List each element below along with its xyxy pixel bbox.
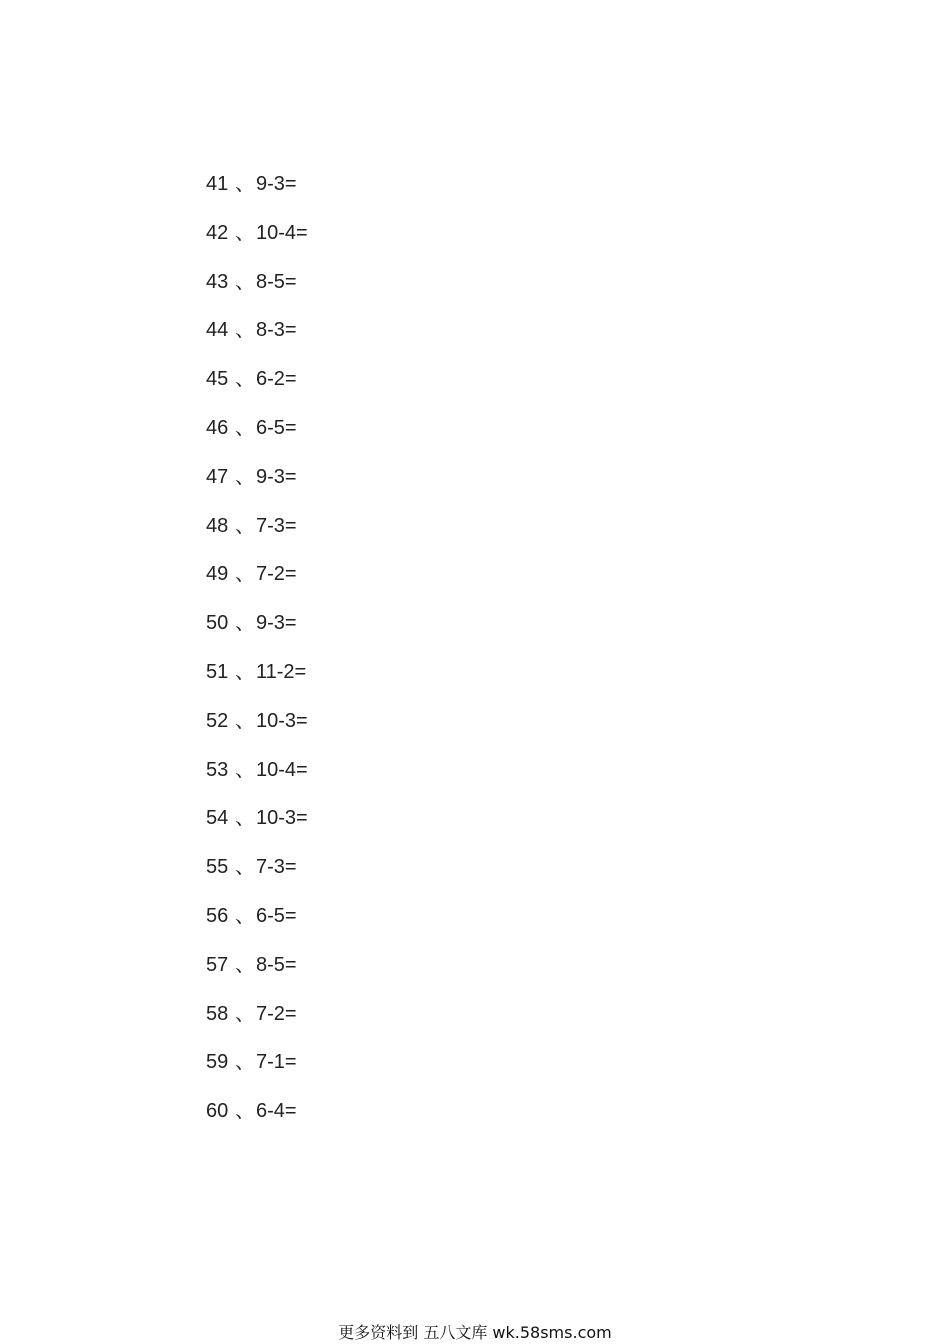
problem-separator: 、	[235, 221, 255, 244]
problem-number: 55	[206, 856, 229, 879]
problem-item	[206, 414, 308, 463]
problem-expression: 9-3=	[256, 612, 297, 635]
problem-expression: 6-2=	[256, 368, 297, 391]
problem-separator: 、	[235, 904, 255, 927]
problem-number: 47	[206, 465, 229, 488]
problem-item	[206, 463, 308, 512]
problem-separator: 、	[235, 563, 255, 586]
problem-separator: 、	[235, 173, 255, 195]
problem-item	[206, 512, 308, 561]
problem-item	[206, 609, 308, 658]
problem-item	[206, 902, 308, 951]
problem-separator: 、	[235, 368, 255, 391]
problem-separator: 、	[235, 709, 255, 732]
problem-number: 44	[206, 319, 229, 342]
problem-expression: 7-2=	[256, 1002, 297, 1025]
problem-number: 54	[206, 807, 229, 830]
problem-number: 43	[206, 270, 229, 293]
problem-item	[206, 1000, 308, 1049]
problem-number: 45	[206, 368, 229, 391]
problem-item	[206, 1048, 308, 1097]
problem-item	[206, 365, 308, 414]
problem-number: 41	[206, 173, 229, 195]
problem-expression: 7-3=	[256, 856, 297, 879]
problem-list	[206, 170, 308, 1146]
problem-separator: 、	[235, 1002, 255, 1025]
problem-number: 46	[206, 416, 229, 439]
problem-separator: 、	[235, 807, 255, 830]
problem-expression: 8-5=	[256, 270, 297, 293]
problem-separator: 、	[235, 319, 255, 342]
problem-item	[206, 316, 308, 365]
problem-number: 51	[206, 660, 229, 683]
problem-expression: 10-3=	[256, 709, 308, 732]
problem-separator: 、	[235, 514, 255, 537]
problem-number: 50	[206, 612, 229, 635]
problem-item	[206, 219, 308, 268]
problem-separator: 、	[235, 758, 255, 781]
problem-expression: 10-3=	[256, 807, 308, 830]
problem-number: 52	[206, 709, 229, 732]
problem-expression: 7-1=	[256, 1051, 297, 1074]
problem-expression: 7-2=	[256, 563, 297, 586]
problem-number: 49	[206, 563, 229, 586]
problem-expression: 6-5=	[256, 904, 297, 927]
problem-expression: 11-2=	[256, 660, 307, 683]
problem-separator: 、	[235, 416, 255, 439]
problem-expression: 7-3=	[256, 514, 297, 537]
problem-expression: 8-3=	[256, 319, 297, 342]
problem-separator: 、	[235, 856, 255, 879]
problem-item	[206, 756, 308, 805]
problem-number: 56	[206, 904, 229, 927]
problem-item	[206, 853, 308, 902]
problem-separator: 、	[235, 612, 255, 635]
problem-item	[206, 560, 308, 609]
problem-separator: 、	[235, 465, 255, 488]
problem-expression: 8-5=	[256, 953, 297, 976]
problem-item	[206, 1097, 308, 1146]
problem-number: 42	[206, 221, 229, 244]
problem-number: 48	[206, 514, 229, 537]
problem-separator: 、	[235, 1100, 255, 1123]
problem-expression: 6-4=	[256, 1100, 297, 1123]
problem-number: 57	[206, 953, 229, 976]
problem-item	[206, 268, 308, 317]
problem-item	[206, 707, 308, 756]
problem-separator: 、	[235, 660, 255, 683]
problem-item	[206, 658, 308, 707]
problem-expression: 6-5=	[256, 416, 297, 439]
problem-expression: 9-3=	[256, 173, 297, 195]
problem-expression: 10-4=	[256, 758, 308, 781]
problem-item	[206, 804, 308, 853]
problem-number: 59	[206, 1051, 229, 1074]
footer-watermark: 更多资料到 五八文库 wk.58sms.com	[338, 1323, 612, 1342]
problem-item	[206, 951, 308, 1000]
problem-separator: 、	[235, 953, 255, 976]
problem-number: 58	[206, 1002, 229, 1025]
problem-expression: 9-3=	[256, 465, 297, 488]
problem-number: 53	[206, 758, 229, 781]
problem-number: 60	[206, 1100, 229, 1123]
problem-separator: 、	[235, 270, 255, 293]
problem-expression: 10-4=	[256, 221, 308, 244]
problem-separator: 、	[235, 1051, 255, 1074]
problem-item	[206, 170, 308, 219]
